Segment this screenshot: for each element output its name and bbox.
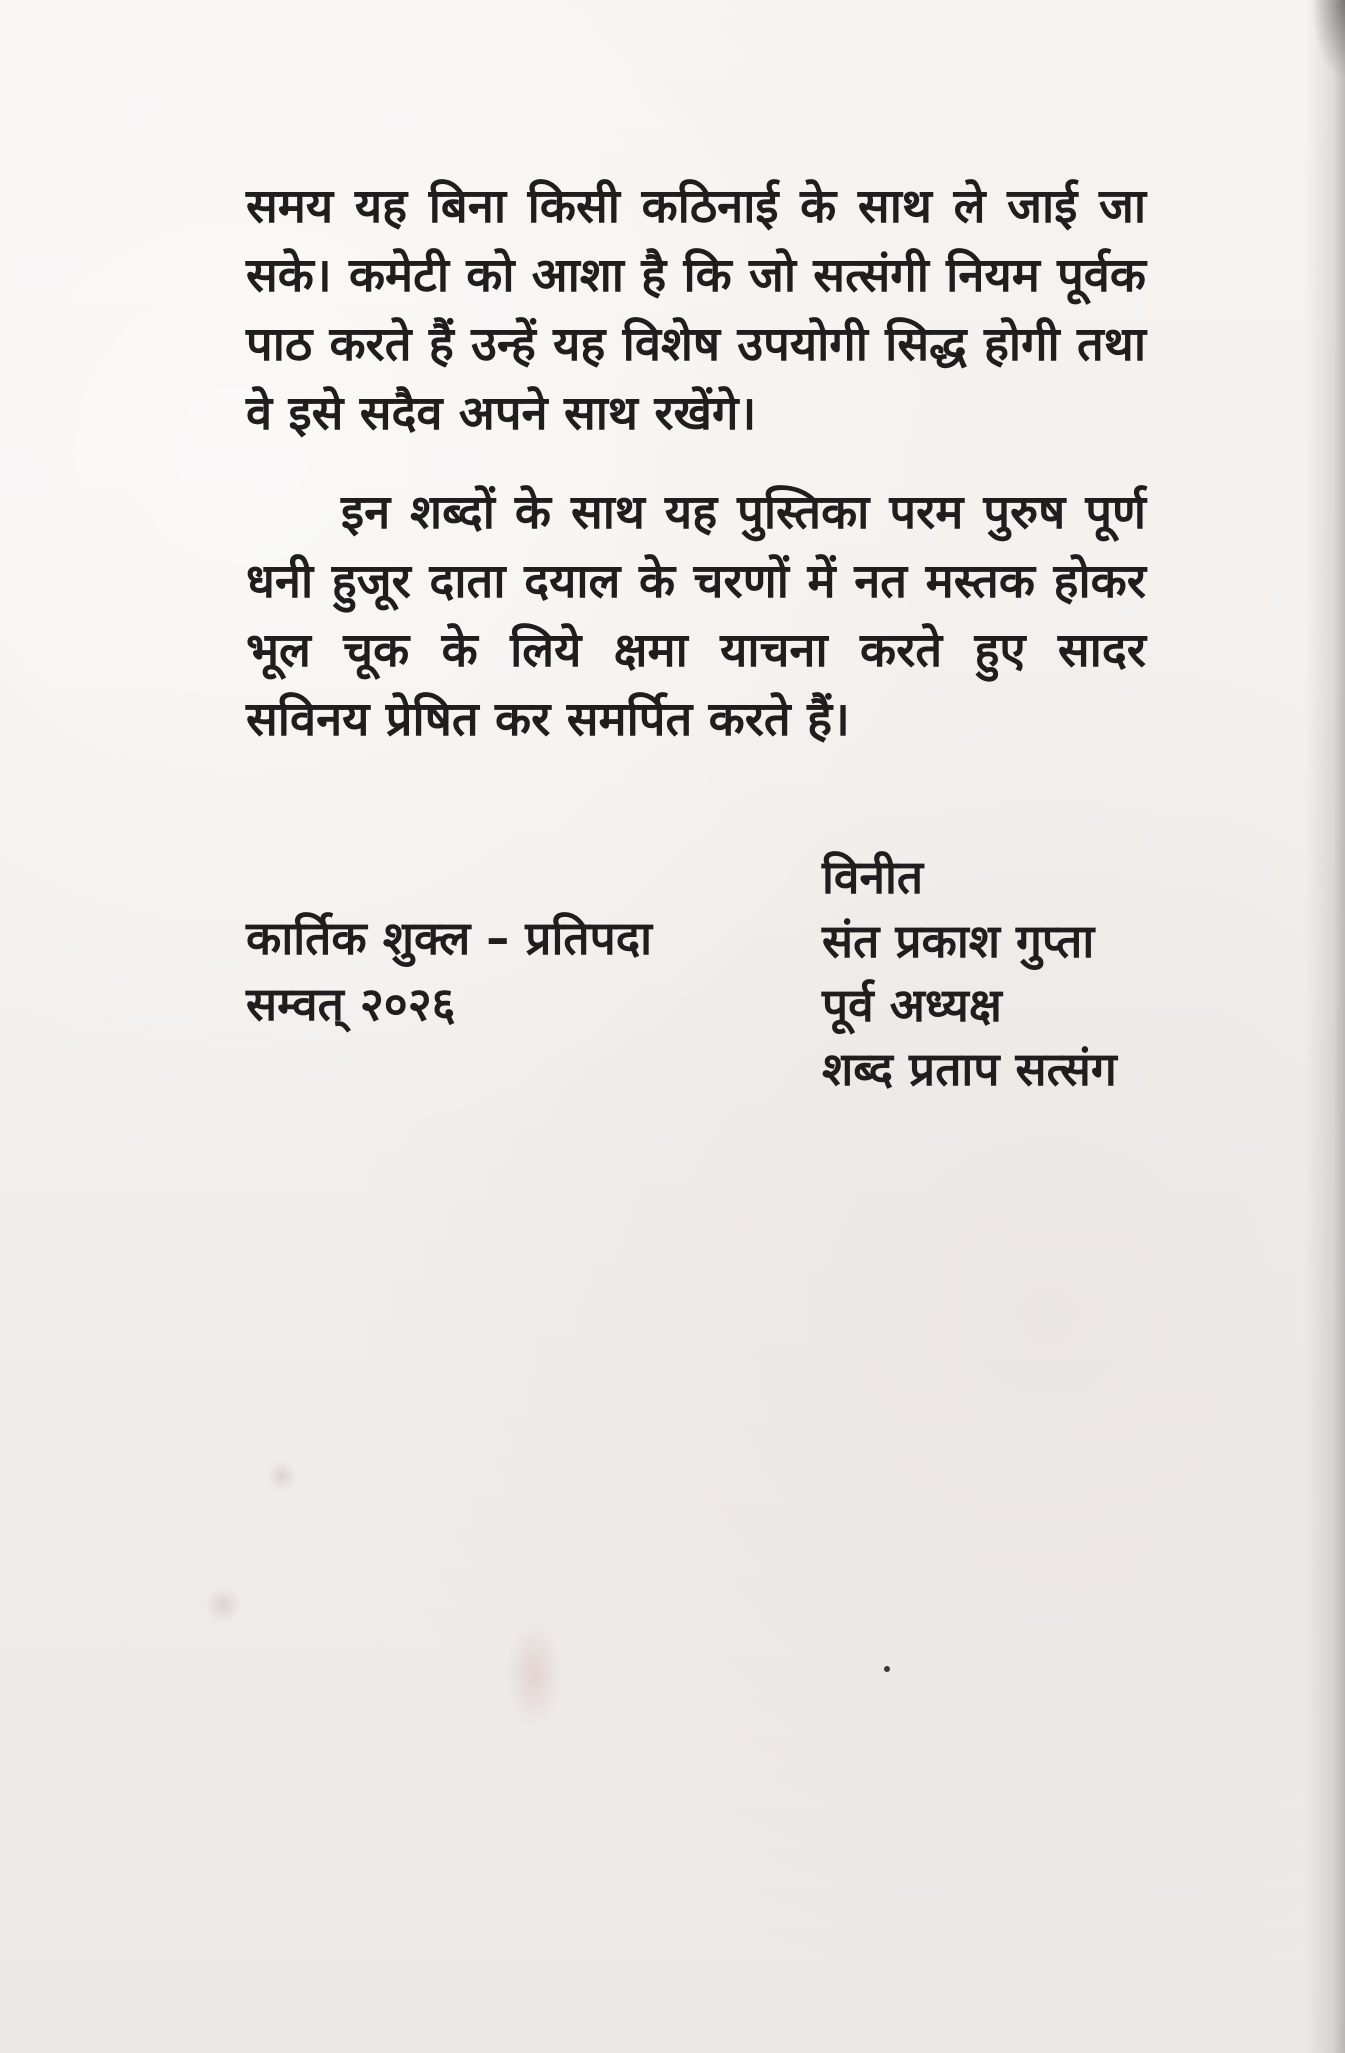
signature-title: पूर्व अध्यक्ष (822, 978, 1002, 1032)
date-line-tithi: कार्तिक शुक्ल – प्रतिपदा (246, 911, 653, 965)
paper-stain (505, 1620, 563, 1728)
signature-organization: शब्द प्रताप सत्संग (822, 1042, 1117, 1096)
paragraph-2: इन शब्दों के साथ यह पुस्तिका परम पुरुष पूर्ण धनी हुजूर दाता दयाल के चरणों में नत मस्तक होकर भूल चूक के लिये क्षमा याचना करते हुए सादर सविनय प्रेषित कर समर्पित करते हैं। (246, 485, 1146, 747)
signature-block (822, 845, 1117, 1101)
paragraph-1: समय यह बिना किसी कठिनाई के साथ ले जाई जा सके। कमेटी को आशा है कि जो सत्संगी नियम पूर्वक पाठ करते हैं उन्हें यह विशेष उपयोगी सिद्ध होगी तथा वे इसे सदैव अपने साथ रखेंगे। (246, 179, 1146, 441)
signature-name: संत प्रकाश गुप्ता (822, 914, 1095, 968)
page-edge-shadow (1305, 0, 1345, 2053)
page-corner-shadow (1311, 0, 1345, 80)
signature-closing: विनीत (822, 850, 924, 904)
date-block (246, 905, 652, 1037)
date-line-samvat: सम्वत् २०२६ (246, 977, 456, 1031)
ink-speck (884, 1666, 890, 1672)
paper-stain (268, 1460, 296, 1492)
paper-stain (206, 1586, 240, 1624)
